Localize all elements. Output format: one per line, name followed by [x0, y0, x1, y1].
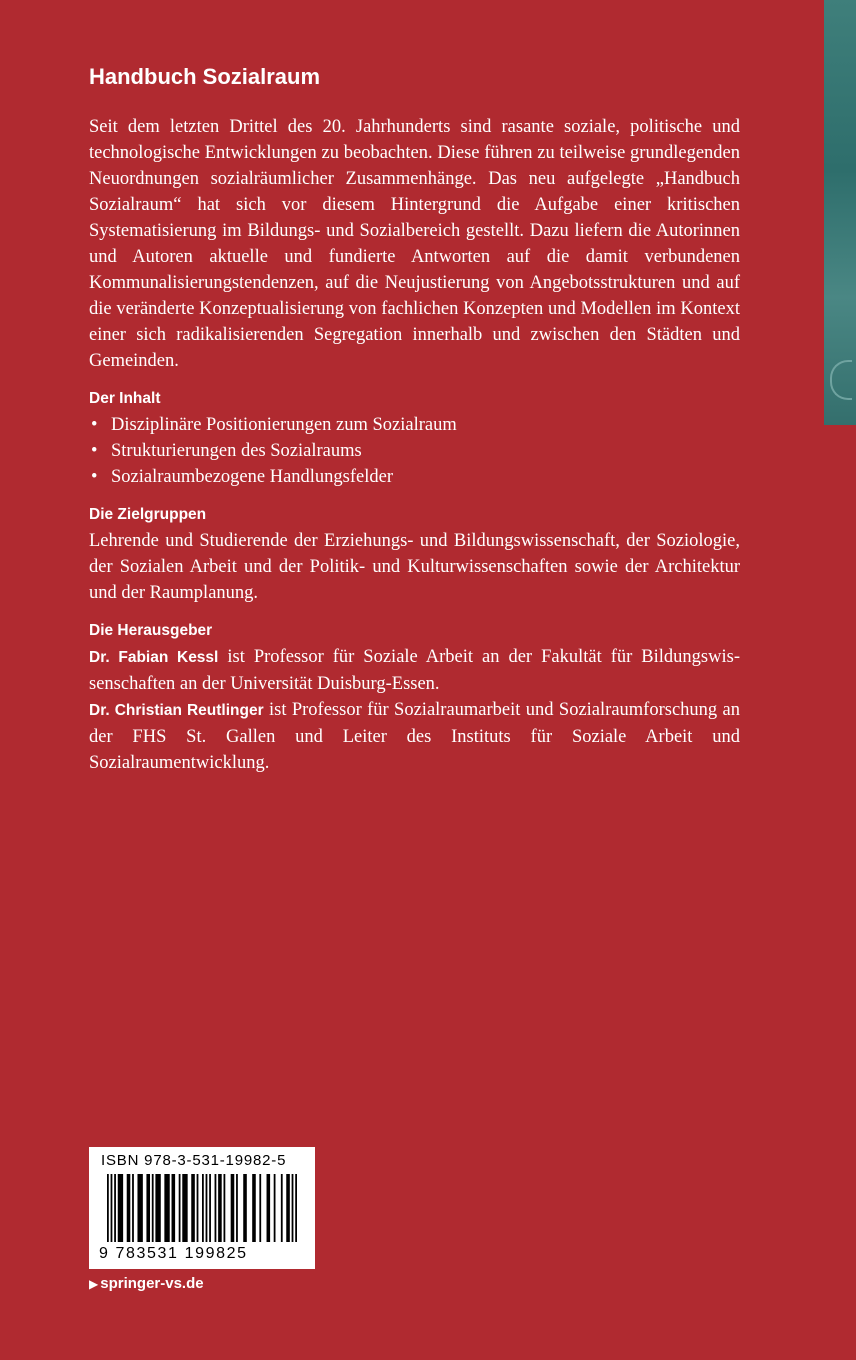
barcode-bar [259, 1174, 261, 1242]
barcode-bar [137, 1174, 142, 1242]
list-item [89, 412, 740, 438]
herausgeber-heading: Die Herausgeber [89, 622, 213, 639]
barcode-bar [202, 1174, 204, 1242]
barcode-bar [127, 1174, 131, 1242]
side-color-strip [824, 0, 856, 425]
barcode-bar [179, 1174, 181, 1242]
barcode-bar [252, 1174, 256, 1242]
editor-name: Dr. Christian Reutlinger [89, 702, 264, 719]
barcode-bar [215, 1174, 217, 1242]
barcode-bar [236, 1174, 238, 1242]
list-item [89, 464, 740, 490]
barcode-bar [114, 1174, 116, 1242]
isbn-barcode [89, 1147, 315, 1269]
bullet-icon: • [91, 441, 98, 461]
zielgruppen-heading: Die Zielgruppen [89, 506, 207, 523]
list-item [89, 438, 740, 464]
book-title: Handbuch Sozialraum [89, 64, 321, 89]
barcode-bar [164, 1174, 169, 1242]
barcode-bar [155, 1174, 160, 1242]
bullet-icon: • [91, 467, 98, 487]
barcode-bar [172, 1174, 176, 1242]
inhalt-list [89, 412, 740, 490]
list-item-text: Sozialraumbezogene Handlungsfelder [111, 467, 394, 487]
barcode-bar [191, 1174, 195, 1242]
barcode-bar [152, 1174, 154, 1242]
zielgruppen-text: Lehrende und Studierende der Erziehungs- und Bildungswissenschaft, der Soziologie, der Sozialen Arbeit und der Politik- und Kulturwissenschaften sowie der Architektur und der Raumplanung. [89, 531, 740, 603]
editor-text: ist Professor für Soziale Arbeit an der Fakultät für Bildungswissenschaften an der Universität Duisburg-Essen. [89, 647, 740, 694]
barcode-bars [107, 1174, 299, 1244]
barcode-bar [118, 1174, 123, 1242]
barcode-bar [286, 1174, 290, 1242]
isbn-digits: 9 783531 199825 [99, 1245, 248, 1262]
barcode-bar [146, 1174, 150, 1242]
barcode-bar [107, 1174, 109, 1242]
editor-bio [89, 697, 740, 776]
intro-paragraph: Seit dem letzten Drittel des 20. Jahrhunderts sind rasante soziale, politische und technologische Entwicklungen zu beobachten. Diese führen zu teilweise grundlegenden Neuordnungen sozialräumlicher Zusammenhänge. Das neu aufgelegte „Handbuch Sozialraum“ hat sich vor diesem Hintergrund die Aufgabe einer kritischen Systematisierung im Bildungs- und Sozialbereich gestellt. Dazu liefern die Autorinnen und Autoren aktuelle und fundierte Antworten auf die damit verbundenen Kommunalisierungstendenzen, auf die Neujustierung von Angebotsstrukturen und auf die veränderte Konzeptualisierung von fachlichen Konzepten und Modellen im Kontext einer sich radikalisierenden Segregation innerhalb und zwischen den Städten und Gemeinden. [89, 117, 740, 371]
list-item-text: Disziplinäre Positionierungen zum Sozialraum [111, 415, 457, 435]
editor-name: Dr. Fabian Kessl [89, 649, 219, 666]
list-item-text: Strukturierungen des Sozialraums [111, 441, 362, 461]
editor-text: ist Professor für Sozialraumarbeit und Sozialraumforschung an der FHS St. Gallen und Leiter des Instituts für Soziale Arbeit und Sozialraumentwicklung. [89, 700, 740, 773]
barcode-bar [274, 1174, 276, 1242]
back-cover-text [89, 62, 740, 776]
barcode-bar [231, 1174, 235, 1242]
barcode-bar [182, 1174, 187, 1242]
barcode-bar [292, 1174, 294, 1242]
bullet-icon: • [91, 415, 98, 435]
barcode-bar [281, 1174, 283, 1242]
barcode-bar [267, 1174, 271, 1242]
isbn-label: ISBN 978-3-531-19982-5 [101, 1152, 287, 1169]
barcode-bar [218, 1174, 222, 1242]
arrow-right-icon: ▶ [89, 1277, 99, 1291]
barcode-bar [132, 1174, 134, 1242]
editor-bio [89, 644, 740, 697]
barcode-bar [111, 1174, 113, 1242]
barcode-bar [209, 1174, 211, 1242]
barcode-bar [243, 1174, 247, 1242]
decorative-ring [830, 360, 852, 400]
barcode-bar [295, 1174, 297, 1242]
inhalt-heading: Der Inhalt [89, 390, 161, 407]
barcode-bar [224, 1174, 226, 1242]
website-text: springer-vs.de [100, 1275, 204, 1292]
barcode-bar [197, 1174, 199, 1242]
barcode-bar [206, 1174, 208, 1242]
website-link[interactable] [89, 1275, 204, 1292]
